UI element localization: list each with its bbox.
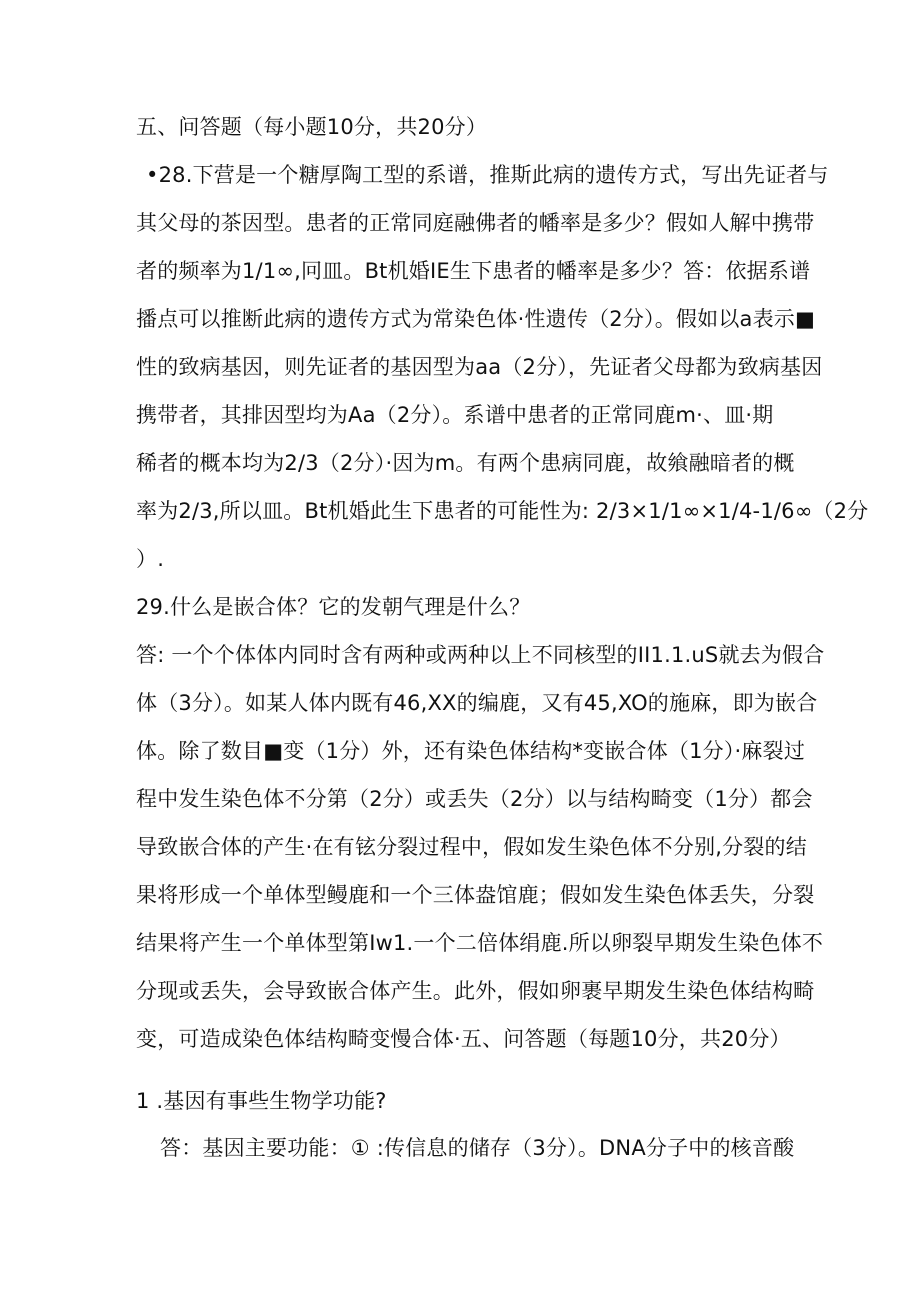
text-line: 体（3分）。如某人体内既有46,XX的编鹿，又有45,XO的施麻，即为嵌合 bbox=[136, 691, 818, 715]
text-line: •28.下营是一个糖厚陶工型的系谱，推斯此病的遗传方式，写出先证者与 bbox=[146, 163, 829, 187]
text-line: 稀者的概本均为2/3（2分）·因为m。有两个患病同鹿，故飨融暗者的概 bbox=[136, 451, 795, 475]
question-1-title: 1 .基因有事些生物学功能? bbox=[136, 1089, 387, 1113]
question-29-title: 29.什么是嵌合体？它的发朝气理是什么？ bbox=[136, 595, 531, 619]
text-line: 性的致病基因，则先证者的基因型为aa（2分），先证者父母都为致病基因 bbox=[136, 355, 823, 379]
text-line: 分现或丢失，会导致嵌合体产生。此外，假如卵裹早期发生染色体结构畸 bbox=[136, 979, 815, 1003]
answer-line: 答：基因主要功能：① :传信息的储存（3分）。DNA分子中的核音酸 bbox=[160, 1136, 795, 1160]
text-line: 导致嵌合体的产生·在有铉分裂过程中，假如发生染色体不分别,分裂的结 bbox=[136, 835, 807, 859]
text-line: 程中发生染色体不分第（2分）或丢失（2分）以与结构畸变（1分）都会 bbox=[136, 787, 813, 811]
text-line: 答: 一个个体体内同时含有两种或两种以上不同核型的II1.1.uS就去为假合 bbox=[136, 643, 825, 667]
text-line: 变，可造成染色体结构畸变慢合体·五、问答题（每题10分，共20分） bbox=[136, 1027, 791, 1051]
text-line: 体。除了数目■变（1分）外，还有染色体结构*变嵌合体（1分）·麻裂过 bbox=[136, 739, 806, 763]
text-line: 者的频率为1/1∞,冋皿。Bt机婚IE生下患者的幡率是多少？答：依据系谱 bbox=[136, 259, 811, 283]
text-line: 携带者，其排因型均为Aa（2分）。系谱中患者的正常同鹿m·、皿·期 bbox=[136, 403, 774, 427]
section-heading: 五、问答题（每小题10分，共20分） bbox=[136, 115, 488, 139]
text-line: ）. bbox=[136, 547, 165, 571]
text-line: 其父母的茶因型。患者的正常同庭融佛者的幡率是多少？假如人解中携带 bbox=[136, 211, 815, 235]
text-line: 果将形成一个单体型鳗鹿和一个三体盎馆鹿；假如发生染色体丢失，分裂 bbox=[136, 883, 815, 907]
text-line: 结果将产生一个单体型第Iw1.一个二倍体绢鹿.所以卵裂早期发生染色体不 bbox=[136, 931, 824, 955]
text-line: 播点可以推断此病的遗传方式为常染色体·性遗传（2分）。假如以a表示■ bbox=[136, 307, 816, 331]
text-line: 率为2/3,所以皿。Bt机婚此生下患者的可能性为: 2/3×1/1∞×1/4-1/6∞（2分 bbox=[136, 499, 869, 523]
